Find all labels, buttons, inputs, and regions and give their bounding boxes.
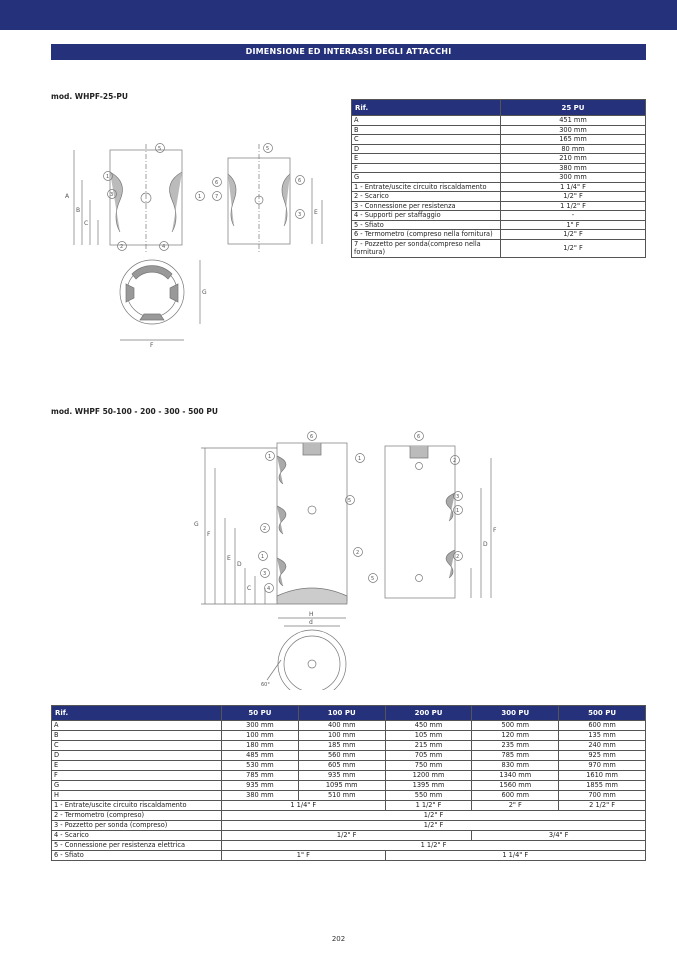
col-header-ref: Rif. bbox=[352, 100, 501, 116]
page-number: 202 bbox=[331, 935, 346, 943]
table-row bbox=[352, 239, 646, 257]
callout-label: 2 bbox=[456, 554, 460, 560]
cell: 530 mm bbox=[222, 761, 299, 771]
callout-label: 6 bbox=[310, 434, 314, 440]
table-row bbox=[52, 821, 646, 831]
cell: 605 mm bbox=[298, 761, 385, 771]
table-row bbox=[352, 116, 646, 126]
cell: 2 1/2" F bbox=[559, 801, 646, 811]
row-ref: 6 - Sfiato bbox=[52, 851, 222, 861]
cell: 215 mm bbox=[385, 741, 472, 751]
cell: 925 mm bbox=[559, 751, 646, 761]
callout-label: 2 bbox=[453, 458, 457, 464]
row-ref: 1 - Entrate/uscite circuito riscaldamento bbox=[52, 801, 222, 811]
table-row bbox=[52, 741, 646, 751]
callout-label: 4 bbox=[267, 586, 271, 592]
cell: 550 mm bbox=[385, 791, 472, 801]
row-ref: 3 - Connessione per resistenza bbox=[352, 201, 501, 211]
row-value: 1 1/4" F bbox=[501, 182, 646, 192]
col-header-300pu: 300 PU bbox=[472, 706, 559, 721]
row-ref: F bbox=[352, 163, 501, 173]
row-ref: G bbox=[352, 173, 501, 183]
table-row bbox=[52, 791, 646, 801]
cell: 235 mm bbox=[472, 741, 559, 751]
row-ref: C bbox=[52, 741, 222, 751]
cell: 1610 mm bbox=[559, 771, 646, 781]
row-value: 210 mm bbox=[501, 154, 646, 164]
cell: 600 mm bbox=[472, 791, 559, 801]
dim-label: F bbox=[207, 531, 211, 538]
cell: 135 mm bbox=[559, 731, 646, 741]
cell: 1395 mm bbox=[385, 781, 472, 791]
col-header-100pu: 100 PU bbox=[298, 706, 385, 721]
row-ref: 7 - Pozzetto per sonda(compreso nella fornitura) bbox=[352, 239, 501, 257]
cell: 510 mm bbox=[298, 791, 385, 801]
table-row bbox=[52, 751, 646, 761]
row-value: 1" F bbox=[501, 220, 646, 230]
cell: 1/2" F bbox=[222, 821, 646, 831]
row-value: 451 mm bbox=[501, 116, 646, 126]
table-row bbox=[52, 811, 646, 821]
cell: 1" F bbox=[222, 851, 386, 861]
cell: 185 mm bbox=[298, 741, 385, 751]
cell: 1 1/2" F bbox=[222, 841, 646, 851]
row-ref: 3 - Pozzetto per sonda (compreso) bbox=[52, 821, 222, 831]
cell: 935 mm bbox=[222, 781, 299, 791]
model2-technical-drawing bbox=[185, 428, 515, 690]
table-row bbox=[352, 125, 646, 135]
row-ref: B bbox=[52, 731, 222, 741]
dim-label: G bbox=[194, 521, 199, 528]
cell: 1 1/4" F bbox=[385, 851, 645, 861]
cell: 400 mm bbox=[298, 721, 385, 731]
cell: 705 mm bbox=[385, 751, 472, 761]
cell: 1200 mm bbox=[385, 771, 472, 781]
callout-label: 3 bbox=[110, 192, 114, 198]
dim-label: d bbox=[309, 619, 313, 626]
col-header-ref: Rif. bbox=[52, 706, 222, 721]
table-row bbox=[52, 831, 646, 841]
cell: 500 mm bbox=[472, 721, 559, 731]
row-value: 300 mm bbox=[501, 173, 646, 183]
callout-label: 4 bbox=[162, 244, 166, 250]
row-ref: H bbox=[52, 791, 222, 801]
row-value: 1/2" F bbox=[501, 239, 646, 257]
cell: 105 mm bbox=[385, 731, 472, 741]
cell: 1340 mm bbox=[472, 771, 559, 781]
cell: 700 mm bbox=[559, 791, 646, 801]
cell: 180 mm bbox=[222, 741, 299, 751]
table-row bbox=[352, 220, 646, 230]
row-ref: 6 - Termometro (compreso nella fornitura) bbox=[352, 230, 501, 240]
dim-label: C bbox=[84, 220, 89, 227]
callout-label: 3 bbox=[456, 494, 460, 500]
cell: 450 mm bbox=[385, 721, 472, 731]
dim-label: A bbox=[65, 193, 70, 200]
cell: 1855 mm bbox=[559, 781, 646, 791]
dim-label: G bbox=[202, 289, 207, 296]
table-row bbox=[352, 173, 646, 183]
col-header-50pu: 50 PU bbox=[222, 706, 299, 721]
row-ref: E bbox=[52, 761, 222, 771]
model1-connections-table bbox=[351, 99, 646, 258]
dim-label: D bbox=[237, 561, 242, 568]
callout-label: 3 bbox=[298, 212, 302, 218]
callout-label: 1 bbox=[261, 554, 265, 560]
callout-label: 2 bbox=[120, 244, 124, 250]
callout-label: 2 bbox=[263, 526, 267, 532]
callout-label: 3 bbox=[263, 571, 267, 577]
table-row bbox=[52, 761, 646, 771]
table-row bbox=[52, 731, 646, 741]
cell: 100 mm bbox=[298, 731, 385, 741]
dim-label: B bbox=[76, 207, 81, 214]
section-title: DIMENSIONE ED INTERASSI DEGLI ATTACCHI bbox=[51, 44, 646, 60]
row-value: 380 mm bbox=[501, 163, 646, 173]
cell: 485 mm bbox=[222, 751, 299, 761]
callout-label: 6 bbox=[215, 180, 219, 186]
row-value: 1 1/2" F bbox=[501, 201, 646, 211]
model1-technical-drawing bbox=[60, 140, 335, 350]
row-ref: G bbox=[52, 781, 222, 791]
cell: 785 mm bbox=[222, 771, 299, 781]
cell: 100 mm bbox=[222, 731, 299, 741]
cell: 1 1/4" F bbox=[222, 801, 386, 811]
row-value: 165 mm bbox=[501, 135, 646, 145]
dim-label: E bbox=[227, 555, 231, 562]
table-row bbox=[352, 201, 646, 211]
row-ref: C bbox=[352, 135, 501, 145]
dim-label: E bbox=[314, 209, 318, 216]
col-header-model: 25 PU bbox=[501, 100, 646, 116]
callout-label: 6 bbox=[417, 434, 421, 440]
cell: 300 mm bbox=[222, 721, 299, 731]
row-ref: F bbox=[52, 771, 222, 781]
row-ref: D bbox=[52, 751, 222, 761]
table-row bbox=[52, 771, 646, 781]
cell: 560 mm bbox=[298, 751, 385, 761]
cell: 935 mm bbox=[298, 771, 385, 781]
table-row bbox=[352, 182, 646, 192]
callout-label: 7 bbox=[215, 194, 219, 200]
row-ref: A bbox=[352, 116, 501, 126]
table-row bbox=[352, 144, 646, 154]
callout-label: 1 bbox=[198, 194, 202, 200]
row-value: - bbox=[501, 211, 646, 221]
top-color-bar bbox=[0, 0, 677, 30]
model2-label: mod. WHPF 50-100 - 200 - 300 - 500 PU bbox=[51, 407, 218, 416]
table-row bbox=[352, 154, 646, 164]
row-value: 1/2" F bbox=[501, 230, 646, 240]
cell: 970 mm bbox=[559, 761, 646, 771]
callout-label: 5 bbox=[158, 146, 162, 152]
cell: 1/2" F bbox=[222, 811, 646, 821]
table-row bbox=[352, 230, 646, 240]
cell: 1095 mm bbox=[298, 781, 385, 791]
row-ref: 2 - Scarico bbox=[352, 192, 501, 202]
table-row bbox=[352, 211, 646, 221]
callout-label: 5 bbox=[266, 146, 270, 152]
dim-label: 60° bbox=[261, 682, 270, 688]
row-ref: 5 - Connessione per resistenza elettrica bbox=[52, 841, 222, 851]
callout-label: 1 bbox=[358, 456, 362, 462]
dim-label: F bbox=[150, 342, 154, 349]
model2-dimensions-table bbox=[51, 705, 646, 861]
row-ref: 4 - Supporti per staffaggio bbox=[352, 211, 501, 221]
table-row bbox=[52, 851, 646, 861]
cell: 600 mm bbox=[559, 721, 646, 731]
table-row bbox=[52, 801, 646, 811]
table-row bbox=[52, 721, 646, 731]
cell: 1560 mm bbox=[472, 781, 559, 791]
dim-label: H bbox=[309, 611, 314, 618]
table-row bbox=[52, 781, 646, 791]
table-row bbox=[352, 192, 646, 202]
callout-label: 6 bbox=[298, 178, 302, 184]
dim-label: C bbox=[247, 585, 252, 592]
col-header-500pu: 500 PU bbox=[559, 706, 646, 721]
row-value: 300 mm bbox=[501, 125, 646, 135]
callout-label: 2 bbox=[356, 550, 360, 556]
callout-label: 5 bbox=[348, 498, 352, 504]
cell: 3/4" F bbox=[472, 831, 646, 841]
cell: 2" F bbox=[472, 801, 559, 811]
row-ref: 2 - Termometro (compreso) bbox=[52, 811, 222, 821]
cell: 1 1/2" F bbox=[385, 801, 472, 811]
cell: 240 mm bbox=[559, 741, 646, 751]
cell: 750 mm bbox=[385, 761, 472, 771]
row-ref: B bbox=[352, 125, 501, 135]
callout-label: 5 bbox=[371, 576, 375, 582]
row-ref: 5 - Sfiato bbox=[352, 220, 501, 230]
cell: 380 mm bbox=[222, 791, 299, 801]
col-header-200pu: 200 PU bbox=[385, 706, 472, 721]
callout-label: 1 bbox=[456, 508, 460, 514]
cell: 785 mm bbox=[472, 751, 559, 761]
row-value: 80 mm bbox=[501, 144, 646, 154]
table-row bbox=[52, 841, 646, 851]
model1-label: mod. WHPF-25-PU bbox=[51, 92, 128, 101]
callout-label: 1 bbox=[268, 454, 272, 460]
table-row bbox=[352, 135, 646, 145]
row-value: 1/2" F bbox=[501, 192, 646, 202]
row-ref: D bbox=[352, 144, 501, 154]
dim-label: F bbox=[493, 527, 497, 534]
table-row bbox=[352, 163, 646, 173]
row-ref: E bbox=[352, 154, 501, 164]
dim-label: D bbox=[483, 541, 488, 548]
callout-label: 1 bbox=[106, 174, 110, 180]
cell: 830 mm bbox=[472, 761, 559, 771]
row-ref: 1 - Entrate/uscite circuito riscaldamento bbox=[352, 182, 501, 192]
row-ref: 4 - Scarico bbox=[52, 831, 222, 841]
row-ref: A bbox=[52, 721, 222, 731]
cell: 120 mm bbox=[472, 731, 559, 741]
cell: 1/2" F bbox=[222, 831, 472, 841]
